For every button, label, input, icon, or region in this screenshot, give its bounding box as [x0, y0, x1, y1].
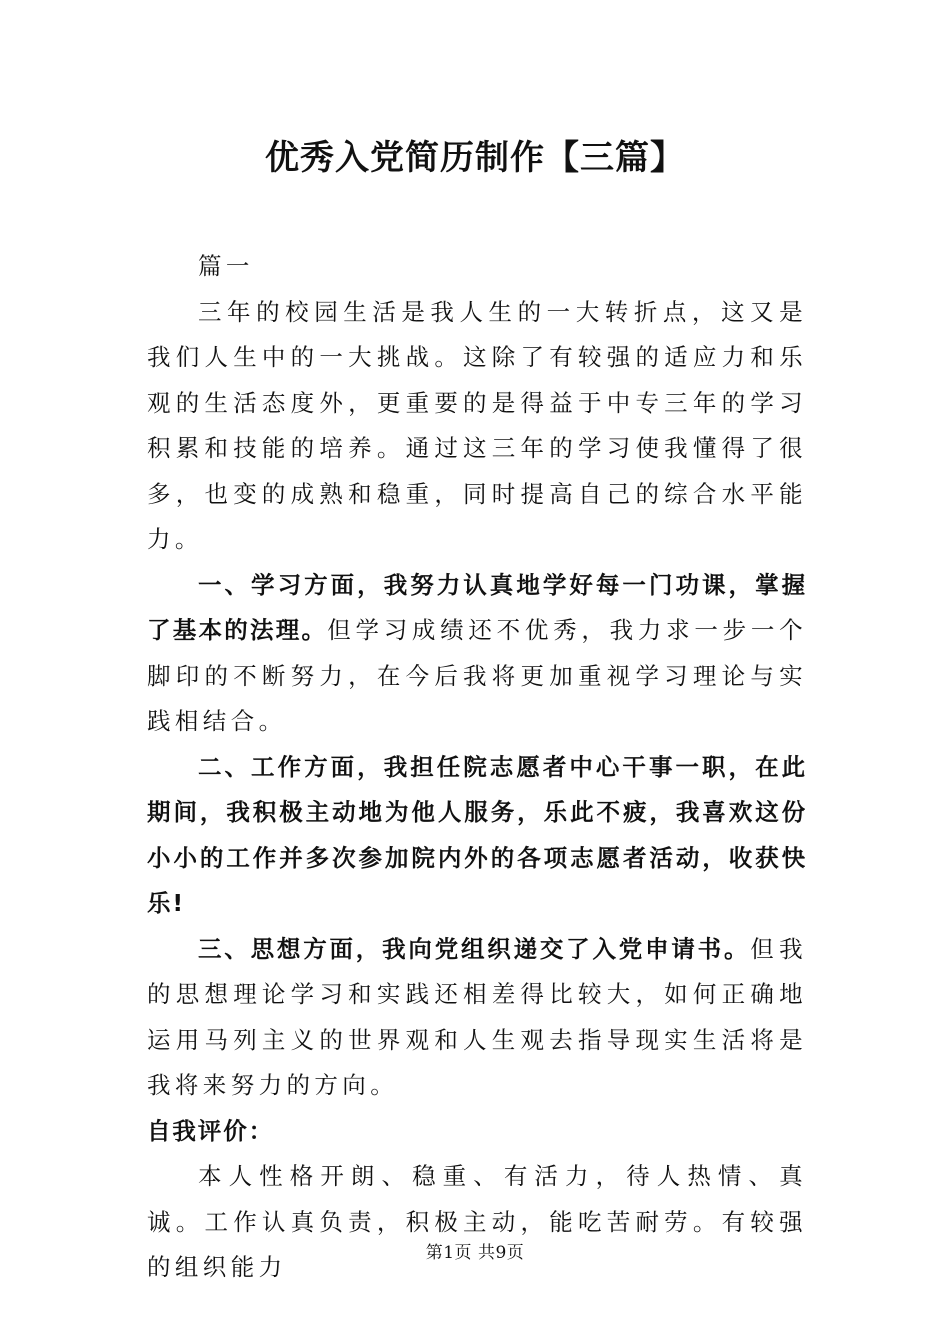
thought-text: 但我的思想理论学习和实践还相差得比较大，如何正确地运用马列主义的世界观和人生观去指导现实生活将是我将来努力的方向。 [147, 934, 807, 1099]
intro-paragraph: 三年的校园生活是我人生的一大转折点，这又是我们人生中的一大挑战。这除了有较强的适应力和乐观的生活态度外，更重要的是得益于中专三年的学习积累和技能的培养。通过这三年的学习使我懂得了很多，也变的成熟和稳重，同时提高自己的综合水平能力。 [147, 297, 807, 553]
thought-heading: 三、思想方面，我向党组织递交了入党申请书。 [198, 934, 751, 963]
thought-paragraph [147, 927, 807, 1109]
self-eval-heading: 自我评价： [147, 1116, 274, 1145]
section-label: 篇一 [198, 252, 254, 280]
document-title: 优秀入党简历制作【三篇】 [265, 138, 685, 178]
study-text: 但学习成绩还不优秀，我力求一步一个脚印的不断努力，在今后我将更加重视学习理论与实践相结合。 [147, 616, 807, 735]
work-paragraph: 二、工作方面，我担任院志愿者中心干事一职，在此期间，我积极主动地为他人服务，乐此不疲，我喜欢这份小小的工作并多次参加院内外的各项志愿者活动，收获快乐! [147, 752, 807, 917]
page-footer: 第1页 共9页 [425, 1243, 525, 1263]
self-eval-paragraph: 本人性格开朗、稳重、有活力，待人热情、真诚。工作认真负责，积极主动，能吃苦耐劳。有较强的组织能力 [147, 1162, 807, 1281]
study-paragraph [147, 563, 807, 745]
document-body [147, 244, 807, 1291]
study-heading: 一、学习方面，我努力认真地学好每一门功课，掌握了基本的法理。 [147, 570, 807, 644]
